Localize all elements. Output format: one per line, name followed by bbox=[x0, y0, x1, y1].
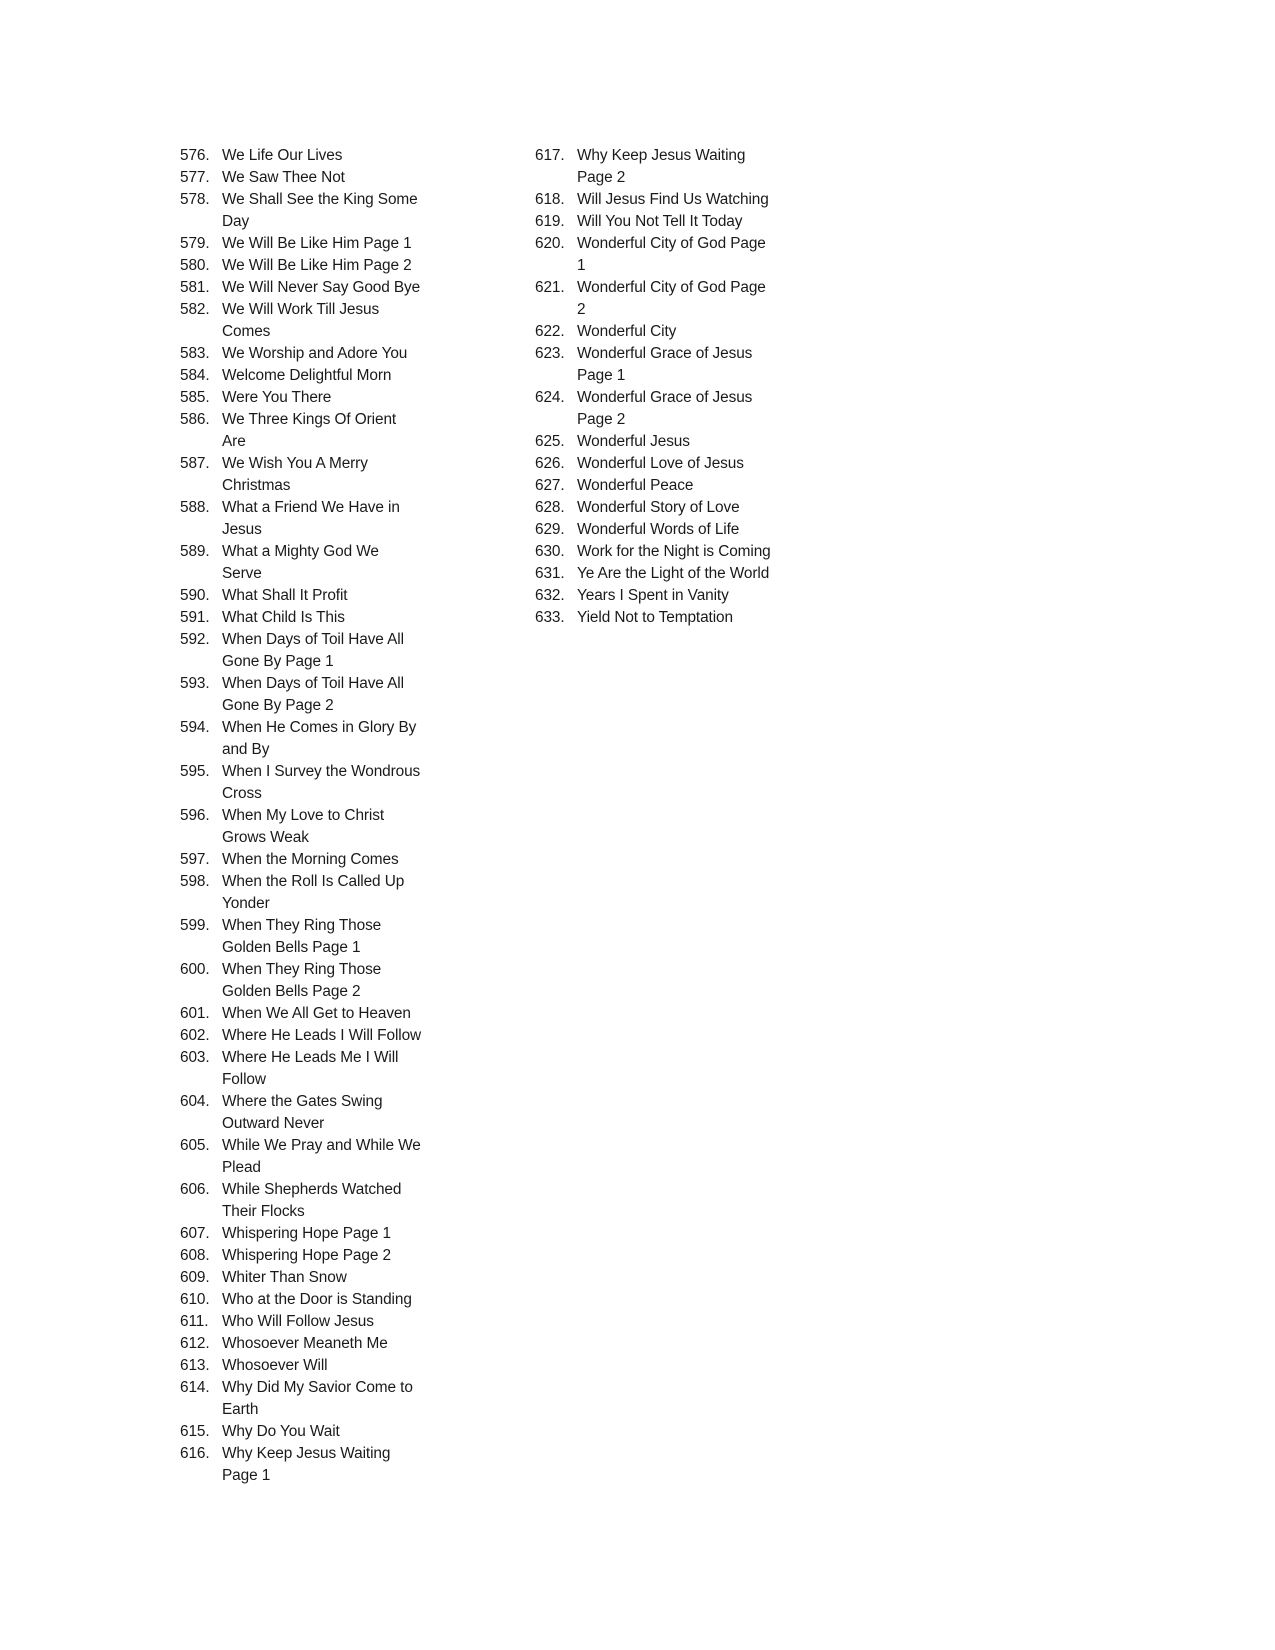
entry-title bbox=[222, 1421, 510, 1443]
entry-line: Their Flocks bbox=[222, 1203, 305, 1220]
entry-number: 623. bbox=[535, 345, 565, 362]
entry-line: Whiter Than Snow bbox=[222, 1269, 347, 1286]
entry-line: Wonderful City of God Page bbox=[577, 235, 766, 252]
entry-title bbox=[577, 277, 865, 321]
entry-number: 630. bbox=[535, 543, 565, 560]
entry-title bbox=[222, 1443, 510, 1487]
entry-line: When He Comes in Glory By bbox=[222, 719, 417, 736]
entry-line: 1 bbox=[577, 257, 586, 274]
hymn-index-entry bbox=[180, 915, 510, 959]
entry-number: 577. bbox=[180, 169, 210, 186]
entry-number: 596. bbox=[180, 807, 210, 824]
entry-line: Gone By Page 2 bbox=[222, 697, 334, 714]
entry-number: 629. bbox=[535, 521, 565, 538]
entry-line: Comes bbox=[222, 323, 271, 340]
entry-number: 581. bbox=[180, 279, 210, 296]
entry-line: When Days of Toil Have All bbox=[222, 675, 404, 692]
hymn-index-entry bbox=[180, 233, 510, 255]
entry-line: Ye Are the Light of the World bbox=[577, 565, 770, 582]
entry-line: While Shepherds Watched bbox=[222, 1181, 402, 1198]
entry-line: Welcome Delightful Morn bbox=[222, 367, 392, 384]
hymn-index-entry bbox=[180, 761, 510, 805]
entry-title bbox=[577, 475, 865, 497]
entry-number: 600. bbox=[180, 961, 210, 978]
entry-title bbox=[577, 343, 865, 387]
entry-line: Follow bbox=[222, 1071, 266, 1088]
entry-line: Wonderful City bbox=[577, 323, 677, 340]
hymn-index-entry bbox=[535, 585, 865, 607]
entry-number: 576. bbox=[180, 147, 210, 164]
entry-number: 609. bbox=[180, 1269, 210, 1286]
entry-number: 613. bbox=[180, 1357, 210, 1374]
entry-line: When I Survey the Wondrous bbox=[222, 763, 421, 780]
entry-title bbox=[222, 255, 510, 277]
entry-line: When They Ring Those bbox=[222, 917, 382, 934]
hymn-index-entry bbox=[535, 497, 865, 519]
entry-number: 610. bbox=[180, 1291, 210, 1308]
entry-line: We Shall See the King Some bbox=[222, 191, 418, 208]
hymn-index-entry bbox=[535, 321, 865, 343]
hymn-index-entry bbox=[180, 1047, 510, 1091]
entry-title bbox=[222, 497, 510, 541]
entry-line: While We Pray and While We bbox=[222, 1137, 421, 1154]
entry-number: 598. bbox=[180, 873, 210, 890]
entry-title bbox=[222, 233, 510, 255]
entry-title bbox=[577, 387, 865, 431]
entry-number: 626. bbox=[535, 455, 565, 472]
entry-line: Serve bbox=[222, 565, 262, 582]
entry-line: Wonderful Love of Jesus bbox=[577, 455, 744, 472]
entry-title bbox=[222, 1377, 510, 1421]
hymn-index-entry bbox=[180, 607, 510, 629]
entry-number: 579. bbox=[180, 235, 210, 252]
entry-title bbox=[222, 915, 510, 959]
entry-line: What Shall It Profit bbox=[222, 587, 348, 604]
entry-line: Outward Never bbox=[222, 1115, 325, 1132]
entry-title bbox=[222, 959, 510, 1003]
entry-line: Day bbox=[222, 213, 250, 230]
entry-line: Why Do You Wait bbox=[222, 1423, 340, 1440]
entry-line: Years I Spent in Vanity bbox=[577, 587, 729, 604]
entry-line: What a Mighty God We bbox=[222, 543, 379, 560]
entry-number: 617. bbox=[535, 147, 565, 164]
entry-line: Work for the Night is Coming bbox=[577, 543, 771, 560]
entry-line: Will You Not Tell It Today bbox=[577, 213, 743, 230]
hymn-index-entry bbox=[180, 387, 510, 409]
entry-line: Wonderful Jesus bbox=[577, 433, 690, 450]
entry-line: Christmas bbox=[222, 477, 291, 494]
entry-line: Wonderful Peace bbox=[577, 477, 694, 494]
entry-number: 602. bbox=[180, 1027, 210, 1044]
entry-line: We Three Kings Of Orient bbox=[222, 411, 397, 428]
entry-line: Where the Gates Swing bbox=[222, 1093, 383, 1110]
entry-number: 619. bbox=[535, 213, 565, 230]
hymn-index-entry bbox=[180, 1333, 510, 1355]
hymn-index-column-left bbox=[180, 145, 510, 1487]
entry-line: We Will Be Like Him Page 1 bbox=[222, 235, 412, 252]
entry-line: Wonderful Grace of Jesus bbox=[577, 345, 753, 362]
entry-title bbox=[222, 145, 510, 167]
entry-line: When My Love to Christ bbox=[222, 807, 385, 824]
entry-title bbox=[577, 189, 865, 211]
entry-line: Are bbox=[222, 433, 246, 450]
hymn-index-entry bbox=[535, 475, 865, 497]
entry-line: Page 2 bbox=[577, 169, 626, 186]
hymn-index-entry bbox=[180, 167, 510, 189]
hymn-index-entry bbox=[180, 1311, 510, 1333]
entry-number: 625. bbox=[535, 433, 565, 450]
hymn-index-entry bbox=[180, 255, 510, 277]
entry-line: Wonderful Words of Life bbox=[577, 521, 740, 538]
hymn-index-entry bbox=[180, 805, 510, 849]
hymn-index-entry bbox=[180, 1245, 510, 1267]
entry-number: 587. bbox=[180, 455, 210, 472]
entry-title bbox=[222, 629, 510, 673]
entry-line: Page 2 bbox=[577, 411, 626, 428]
hymn-index-entry bbox=[180, 343, 510, 365]
entry-line: Earth bbox=[222, 1401, 259, 1418]
hymn-index-entry bbox=[180, 1267, 510, 1289]
entry-title bbox=[577, 145, 865, 189]
entry-line: What Child Is This bbox=[222, 609, 345, 626]
entry-line: We Will Work Till Jesus bbox=[222, 301, 380, 318]
entry-number: 599. bbox=[180, 917, 210, 934]
hymn-index-entry bbox=[180, 1135, 510, 1179]
hymn-index-entry bbox=[180, 1003, 510, 1025]
entry-number: 601. bbox=[180, 1005, 210, 1022]
entry-number: 592. bbox=[180, 631, 210, 648]
entry-line: Yield Not to Temptation bbox=[577, 609, 733, 626]
entry-line: Who Will Follow Jesus bbox=[222, 1313, 374, 1330]
entry-title bbox=[577, 233, 865, 277]
entry-title bbox=[222, 1267, 510, 1289]
entry-line: Page 1 bbox=[222, 1467, 271, 1484]
entry-number: 595. bbox=[180, 763, 210, 780]
entry-title bbox=[222, 761, 510, 805]
entry-line: Wonderful Grace of Jesus bbox=[577, 389, 753, 406]
hymn-index-entry bbox=[180, 541, 510, 585]
entry-line: Page 1 bbox=[577, 367, 626, 384]
hymn-index-entry bbox=[535, 519, 865, 541]
hymn-index-entry bbox=[535, 563, 865, 585]
entry-line: We Wish You A Merry bbox=[222, 455, 368, 472]
entry-line: Grows Weak bbox=[222, 829, 309, 846]
hymn-index-entry bbox=[535, 211, 865, 233]
entry-title bbox=[222, 1223, 510, 1245]
entry-number: 606. bbox=[180, 1181, 210, 1198]
entry-number: 604. bbox=[180, 1093, 210, 1110]
entry-line: Wonderful Story of Love bbox=[577, 499, 740, 516]
entry-number: 597. bbox=[180, 851, 210, 868]
entry-title bbox=[222, 387, 510, 409]
entry-title bbox=[577, 585, 865, 607]
hymn-index-entry bbox=[180, 1421, 510, 1443]
hymn-index-entry bbox=[180, 497, 510, 541]
entry-title bbox=[222, 1333, 510, 1355]
hymn-index-entry bbox=[180, 1091, 510, 1135]
entry-title bbox=[222, 277, 510, 299]
hymn-index-entry bbox=[535, 431, 865, 453]
entry-number: 580. bbox=[180, 257, 210, 274]
entry-title bbox=[577, 607, 865, 629]
hymn-index-entry bbox=[180, 673, 510, 717]
entry-number: 590. bbox=[180, 587, 210, 604]
hymn-index-entry bbox=[180, 277, 510, 299]
entry-number: 588. bbox=[180, 499, 210, 516]
hymn-index-entry bbox=[180, 1289, 510, 1311]
entry-number: 622. bbox=[535, 323, 565, 340]
entry-line: Gone By Page 1 bbox=[222, 653, 334, 670]
entry-title bbox=[577, 541, 865, 563]
entry-title bbox=[222, 673, 510, 717]
entry-title bbox=[222, 1135, 510, 1179]
hymn-index-entry bbox=[535, 541, 865, 563]
entry-number: 591. bbox=[180, 609, 210, 626]
entry-number: 632. bbox=[535, 587, 565, 604]
entry-line: Wonderful City of God Page bbox=[577, 279, 766, 296]
hymn-index-entry bbox=[180, 1025, 510, 1047]
entry-line: Why Did My Savior Come to bbox=[222, 1379, 413, 1396]
entry-number: 594. bbox=[180, 719, 210, 736]
entry-title bbox=[222, 541, 510, 585]
entry-line: and By bbox=[222, 741, 270, 758]
entry-title bbox=[222, 1047, 510, 1091]
hymn-index-entry bbox=[535, 453, 865, 475]
entry-line: Whispering Hope Page 1 bbox=[222, 1225, 391, 1242]
entry-number: 578. bbox=[180, 191, 210, 208]
entry-title bbox=[577, 453, 865, 475]
entry-line: Cross bbox=[222, 785, 262, 802]
entry-number: 621. bbox=[535, 279, 565, 296]
hymn-index-entry bbox=[180, 1443, 510, 1487]
hymn-index-entry bbox=[535, 387, 865, 431]
hymn-index-entry bbox=[535, 277, 865, 321]
entry-title bbox=[577, 497, 865, 519]
entry-title bbox=[222, 849, 510, 871]
entry-line: Where He Leads I Will Follow bbox=[222, 1027, 422, 1044]
entry-number: 605. bbox=[180, 1137, 210, 1154]
entry-line: Whispering Hope Page 2 bbox=[222, 1247, 391, 1264]
entry-title bbox=[222, 1091, 510, 1135]
entry-title bbox=[222, 1179, 510, 1223]
entry-line: Whosoever Meaneth Me bbox=[222, 1335, 388, 1352]
entry-line: Where He Leads Me I Will bbox=[222, 1049, 399, 1066]
entry-number: 620. bbox=[535, 235, 565, 252]
entry-title bbox=[222, 1003, 510, 1025]
entry-number: 624. bbox=[535, 389, 565, 406]
hymn-index-entry bbox=[180, 959, 510, 1003]
hymn-index-entry bbox=[180, 1377, 510, 1421]
entry-title bbox=[577, 211, 865, 233]
entry-title bbox=[222, 343, 510, 365]
entry-number: 611. bbox=[180, 1313, 209, 1330]
entry-number: 593. bbox=[180, 675, 210, 692]
entry-title bbox=[222, 1289, 510, 1311]
entry-line: Yonder bbox=[222, 895, 270, 912]
hymn-index-entry bbox=[180, 585, 510, 607]
entry-number: 614. bbox=[180, 1379, 210, 1396]
hymn-index-entry bbox=[180, 1179, 510, 1223]
entry-number: 627. bbox=[535, 477, 565, 494]
entry-title bbox=[577, 563, 865, 585]
entry-number: 615. bbox=[180, 1423, 210, 1440]
entry-line: Why Keep Jesus Waiting bbox=[222, 1445, 391, 1462]
entry-title bbox=[222, 453, 510, 497]
entry-title bbox=[222, 1245, 510, 1267]
entry-line: 2 bbox=[577, 301, 586, 318]
entry-number: 607. bbox=[180, 1225, 210, 1242]
entry-title bbox=[222, 1355, 510, 1377]
hymn-index-entry bbox=[535, 233, 865, 277]
entry-number: 585. bbox=[180, 389, 210, 406]
hymn-index-entry bbox=[180, 189, 510, 233]
entry-number: 582. bbox=[180, 301, 210, 318]
entry-title bbox=[222, 717, 510, 761]
entry-title bbox=[222, 871, 510, 915]
entry-line: Will Jesus Find Us Watching bbox=[577, 191, 769, 208]
entry-line: When Days of Toil Have All bbox=[222, 631, 404, 648]
entry-line: When They Ring Those bbox=[222, 961, 382, 978]
entry-line: Were You There bbox=[222, 389, 332, 406]
hymn-index-entry bbox=[535, 607, 865, 629]
entry-title bbox=[577, 321, 865, 343]
hymn-index-entry bbox=[180, 365, 510, 387]
hymn-index-entry bbox=[180, 299, 510, 343]
hymn-index-entry bbox=[180, 871, 510, 915]
hymn-index-entry bbox=[180, 717, 510, 761]
entry-number: 633. bbox=[535, 609, 565, 626]
entry-title bbox=[222, 805, 510, 849]
hymn-index-entry bbox=[535, 343, 865, 387]
entry-number: 612. bbox=[180, 1335, 210, 1352]
entry-line: We Will Never Say Good Bye bbox=[222, 279, 421, 296]
entry-line: Who at the Door is Standing bbox=[222, 1291, 412, 1308]
entry-number: 586. bbox=[180, 411, 210, 428]
entry-number: 603. bbox=[180, 1049, 210, 1066]
entry-title bbox=[222, 189, 510, 233]
entry-number: 584. bbox=[180, 367, 210, 384]
entry-number: 631. bbox=[535, 565, 565, 582]
hymn-index-entry bbox=[535, 145, 865, 189]
entry-line: When the Morning Comes bbox=[222, 851, 399, 868]
entry-line: We Saw Thee Not bbox=[222, 169, 345, 186]
entry-line: We Worship and Adore You bbox=[222, 345, 408, 362]
entry-line: We Life Our Lives bbox=[222, 147, 343, 164]
entry-line: Jesus bbox=[222, 521, 262, 538]
entry-number: 628. bbox=[535, 499, 565, 516]
hymn-index-entry bbox=[180, 1223, 510, 1245]
entry-line: Plead bbox=[222, 1159, 261, 1176]
entry-line: Why Keep Jesus Waiting bbox=[577, 147, 746, 164]
hymn-index-entry bbox=[180, 629, 510, 673]
entry-title bbox=[222, 365, 510, 387]
entry-title bbox=[577, 431, 865, 453]
hymn-index-entry bbox=[180, 849, 510, 871]
entry-title bbox=[222, 585, 510, 607]
entry-line: What a Friend We Have in bbox=[222, 499, 400, 516]
entry-line: We Will Be Like Him Page 2 bbox=[222, 257, 412, 274]
entry-title bbox=[577, 519, 865, 541]
entry-number: 608. bbox=[180, 1247, 210, 1264]
entry-title bbox=[222, 167, 510, 189]
entry-number: 583. bbox=[180, 345, 210, 362]
entry-title bbox=[222, 607, 510, 629]
hymn-index-entry bbox=[535, 189, 865, 211]
entry-line: Golden Bells Page 2 bbox=[222, 983, 361, 1000]
hymn-index-entry bbox=[180, 409, 510, 453]
hymn-index-entry bbox=[180, 453, 510, 497]
hymn-index-column-right bbox=[535, 145, 865, 629]
entry-number: 589. bbox=[180, 543, 210, 560]
entry-line: Whosoever Will bbox=[222, 1357, 328, 1374]
entry-title bbox=[222, 1311, 510, 1333]
entry-line: When the Roll Is Called Up bbox=[222, 873, 405, 890]
hymn-index-entry bbox=[180, 1355, 510, 1377]
entry-number: 616. bbox=[180, 1445, 210, 1462]
entry-line: Golden Bells Page 1 bbox=[222, 939, 361, 956]
entry-title bbox=[222, 409, 510, 453]
entry-title bbox=[222, 1025, 510, 1047]
entry-line: When We All Get to Heaven bbox=[222, 1005, 411, 1022]
entry-number: 618. bbox=[535, 191, 565, 208]
hymn-index-entry bbox=[180, 145, 510, 167]
entry-title bbox=[222, 299, 510, 343]
